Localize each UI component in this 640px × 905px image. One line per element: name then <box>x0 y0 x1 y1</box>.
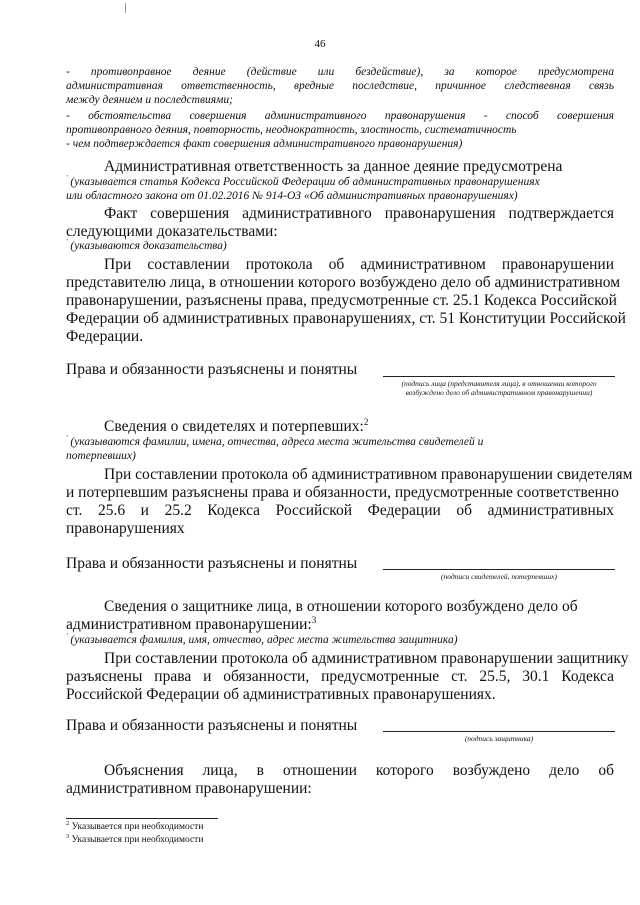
list-line-4: - обстоятельства совершения административного правонарушения - способ совершения <box>66 110 614 122</box>
liability-note-2: или областного закона от 01.02.2016 № 914-ОЗ «Об административных правонарушениях) <box>66 190 518 202</box>
signature-line-1[interactable] <box>383 376 615 377</box>
witnesses-note-2: потерпевших) <box>66 450 136 462</box>
rights-para-line-3: правонарушении, разъяснены права, предусмотренные ст. 25.1 Кодекса Российской <box>66 292 617 309</box>
signature-caption-2: (подписи свидетелей, потерпевших) <box>440 572 557 581</box>
rights-para-line-4: Федерации об административных правонарушениях, ст. 51 Конституции Российской <box>66 310 626 327</box>
defender-para-line-3: Российской Федерации об административных правонарушениях. <box>66 686 496 703</box>
list-line-5: противоправного деяния, повторность, неоднократность, злостность, систематичность <box>66 124 517 136</box>
page-number: 46 <box>314 38 326 50</box>
footnote-2: $^2$ Указывается при необходимости <box>66 819 204 832</box>
explanations-line-2: административном правонарушении: <box>66 780 312 797</box>
defender-title-1: Сведения о защитнике лица, в отношении которого возбуждено дело об <box>104 598 578 615</box>
evidence-text-1: Факт совершения административного правонарушения подтверждается <box>104 205 614 222</box>
list-line-2: административная ответственность, вредные последствие, причинное следствевная связь <box>66 80 614 92</box>
signature-caption-1b: возбуждено дело об административном правонарушении) <box>405 388 593 397</box>
signature-line-2[interactable] <box>383 569 615 570</box>
rights-para-line-2: представителю лица, в отношении которого возбуждено дело об административном <box>66 274 621 291</box>
liability-text: Административная ответственность за данное деяние предусмотрена <box>104 158 563 175</box>
scan-mark <box>125 3 126 13</box>
liability-note-1: ' (указывается статья Кодекса Российской Федерации об административных правонарушениях <box>66 174 540 188</box>
list-line-1: - противоправное деяние (действие или бездействие), за которое предусмотрена <box>66 66 614 78</box>
footnote-3: $^3$ Указывается при необходимости <box>66 832 204 845</box>
evidence-text-2: следующими доказательствами: <box>66 223 278 240</box>
explained-label-3: Права и обязанности разъяснены и понятны <box>66 717 358 734</box>
signature-line-3[interactable] <box>383 731 615 732</box>
signature-caption-3: (подпись защитника) <box>464 734 534 743</box>
explained-label-2: Права и обязанности разъяснены и понятны <box>66 555 358 572</box>
footnote-separator <box>66 818 218 819</box>
rights-para-line-5: Федерации. <box>66 328 144 345</box>
signature-caption-1a: (подпись лица (представителя лица), в отношении которого <box>401 379 597 388</box>
list-line-3: между деянием и последствиями; <box>66 94 233 106</box>
witnesses-para-line-4: правонарушениях <box>66 520 185 537</box>
rights-para-line-1: При составлении протокола об административном правонарушении <box>104 256 614 273</box>
list-line-6: - чем подтверждается факт совершения административного правонарушения) <box>66 138 463 150</box>
witnesses-para-line-1: При составлении протокола об административном правонарушении свидетелям <box>104 466 633 483</box>
witnesses-para-line-2: и потерпевшим разъяснены права и обязанности, предусмотренные соответственно <box>66 484 619 501</box>
defender-para-line-2: разъяснены права и обязанности, предусмотренные ст. 25.5, 30.1 Кодекса <box>66 668 614 685</box>
evidence-note: ' (указываются доказательства) <box>66 238 227 252</box>
defender-title-2: административном правонарушении:$^3$ <box>66 614 317 633</box>
defender-para-line-1: При составлении протокола об административном правонарушении защитнику <box>104 650 629 667</box>
explained-label-1: Права и обязанности разъяснены и понятны <box>66 361 358 378</box>
witnesses-title: Сведения о свидетелях и потерпевших:$^2$ <box>104 416 369 435</box>
witnesses-note-1: ' (указываются фамилии, имена, отчества, адреса места жительства свидетелей и <box>66 434 484 448</box>
witnesses-para-line-3: ст. 25.6 и 25.2 Кодекса Российской Федерации об административных <box>66 502 614 519</box>
explanations-line-1: Объяснения лица, в отношении которого возбуждено дело об <box>104 762 614 779</box>
defender-note: ' (указывается фамилия, имя, отчество, адрес места жительства защитника) <box>66 632 458 646</box>
